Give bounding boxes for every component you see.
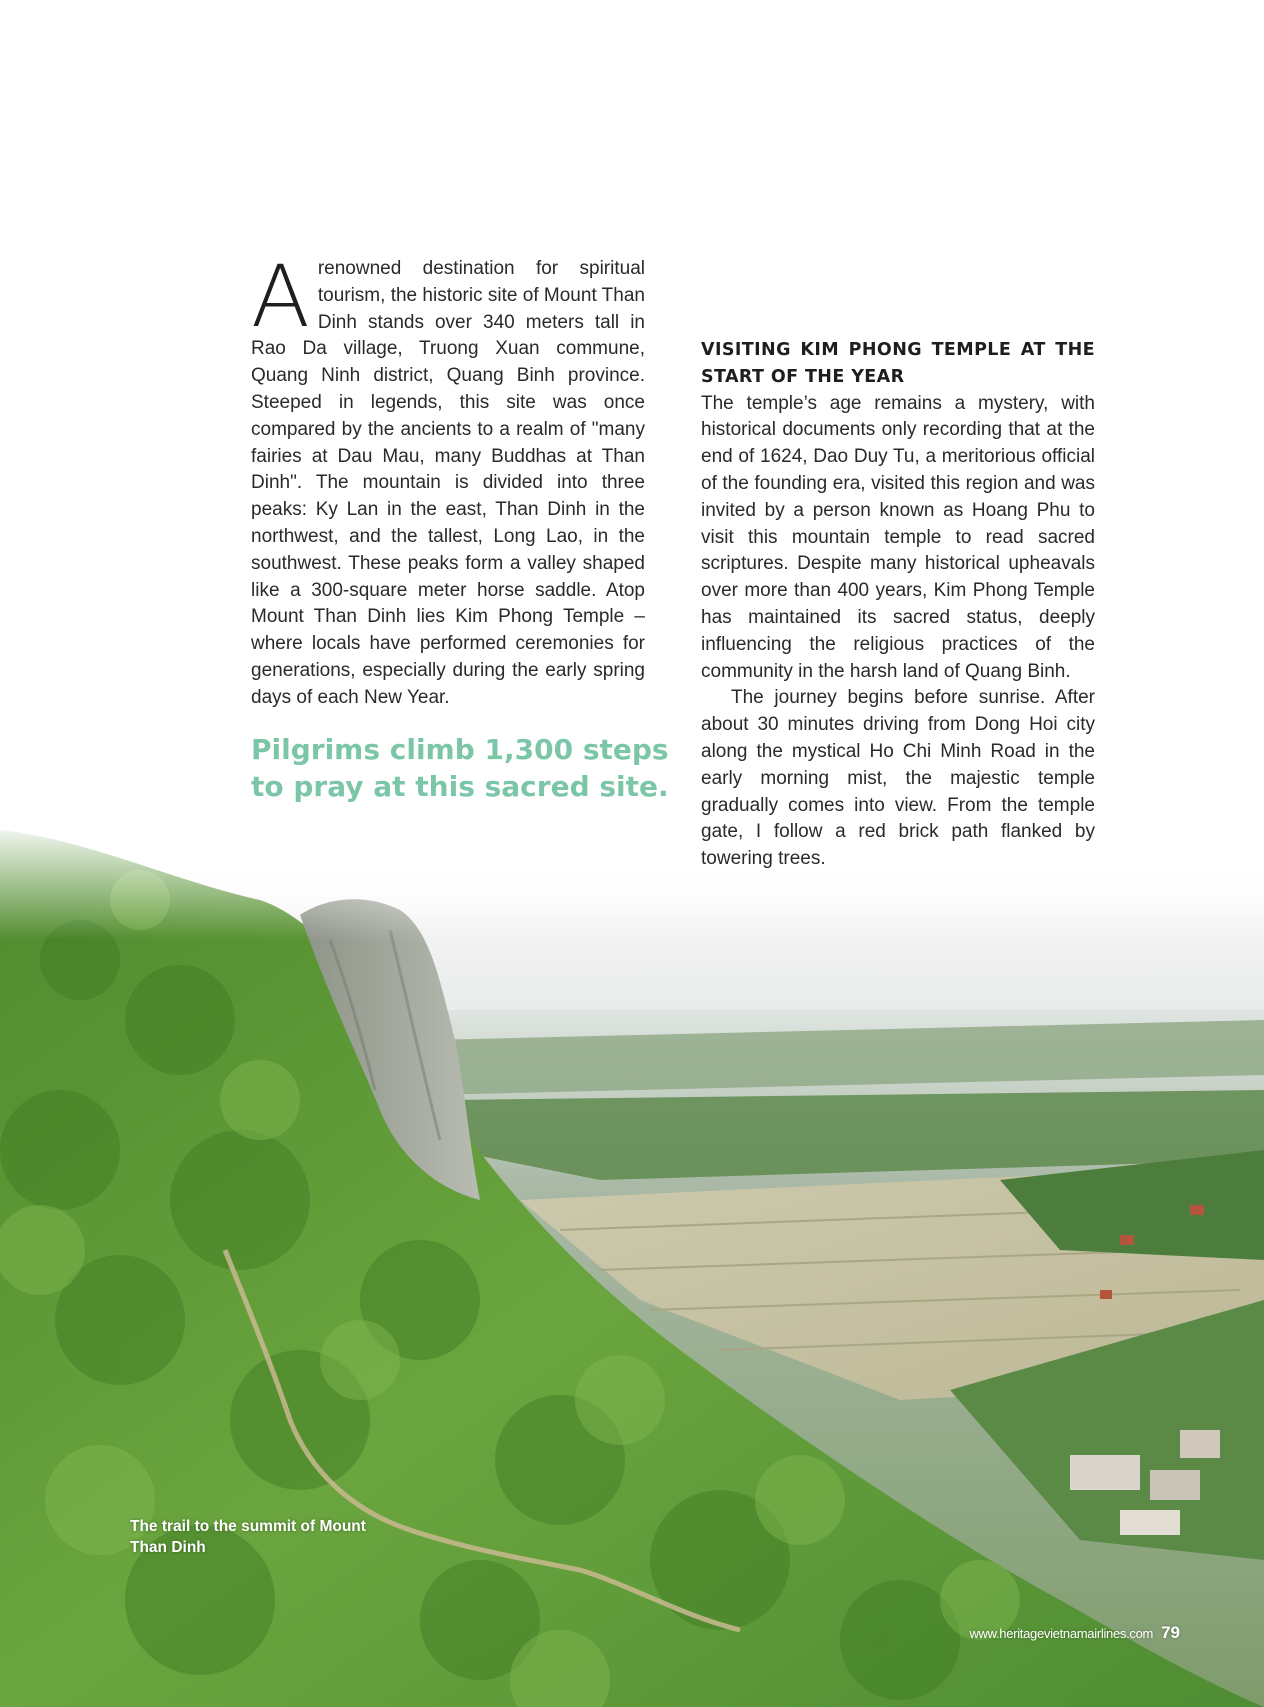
drop-cap: A — [251, 247, 310, 347]
page-footer — [969, 1623, 1180, 1643]
section-paragraph-1: The temple’s age remains a mystery, with historical documents only recording that at the end of 1624, Dao Duy Tu, a meritorious official of the founding era, visited this region and was invited by a person known as Hoang Phu to visit this mountain temple to read sacred scriptures. Despite many historical upheavals over more than 400 years, Kim Phong Temple has maintained its sacred status, deeply influencing the religious practices of the community in the harsh land of Quang Binh. — [701, 392, 1095, 682]
right-column — [701, 337, 1095, 873]
photo-caption: The trail to the summit of Mount Than Dinh — [130, 1518, 366, 1556]
page-number: 79 — [1161, 1623, 1180, 1642]
website-url: www.heritagevietnamairlines.com — [969, 1626, 1154, 1641]
intro-column — [251, 247, 645, 712]
pull-quote: Pilgrims climb 1,300 steps to pray at this sacred site. — [251, 733, 669, 803]
section-paragraph-2: The journey begins before sunrise. After about 30 minutes driving from Dong Hoi city along the mystical Ho Chi Minh Road in the early morning mist, the majestic temple gradually comes into view. From the temple gate, I follow a red brick path flanked by towering trees. — [701, 687, 1095, 870]
section-heading: VISITING KIM PHONG TEMPLE AT THE START OF THE YEAR — [701, 340, 1095, 387]
intro-paragraph: renowned destination for spiritual tourism, the historic site of Mount Than Dinh stands over 340 meters tall in Rao Da village, Truong Xuan commune, Quang Ninh district, Quang Binh province. Steeped in legends, this site was once compared by the ancients to a realm of "many fairies at Dau Mau, many Buddhas at Than Dinh". The mountain is divided into three peaks: Ky Lan in the east, Than Dinh in the northwest, and the tallest, Long Lao, in the southwest. These peaks form a valley shaped like a 300-square meter horse saddle. Atop Mount Than Dinh lies Kim Phong Temple –where locals have performed ceremonies for generations, especially during the early spring days of each New Year. — [251, 258, 645, 708]
